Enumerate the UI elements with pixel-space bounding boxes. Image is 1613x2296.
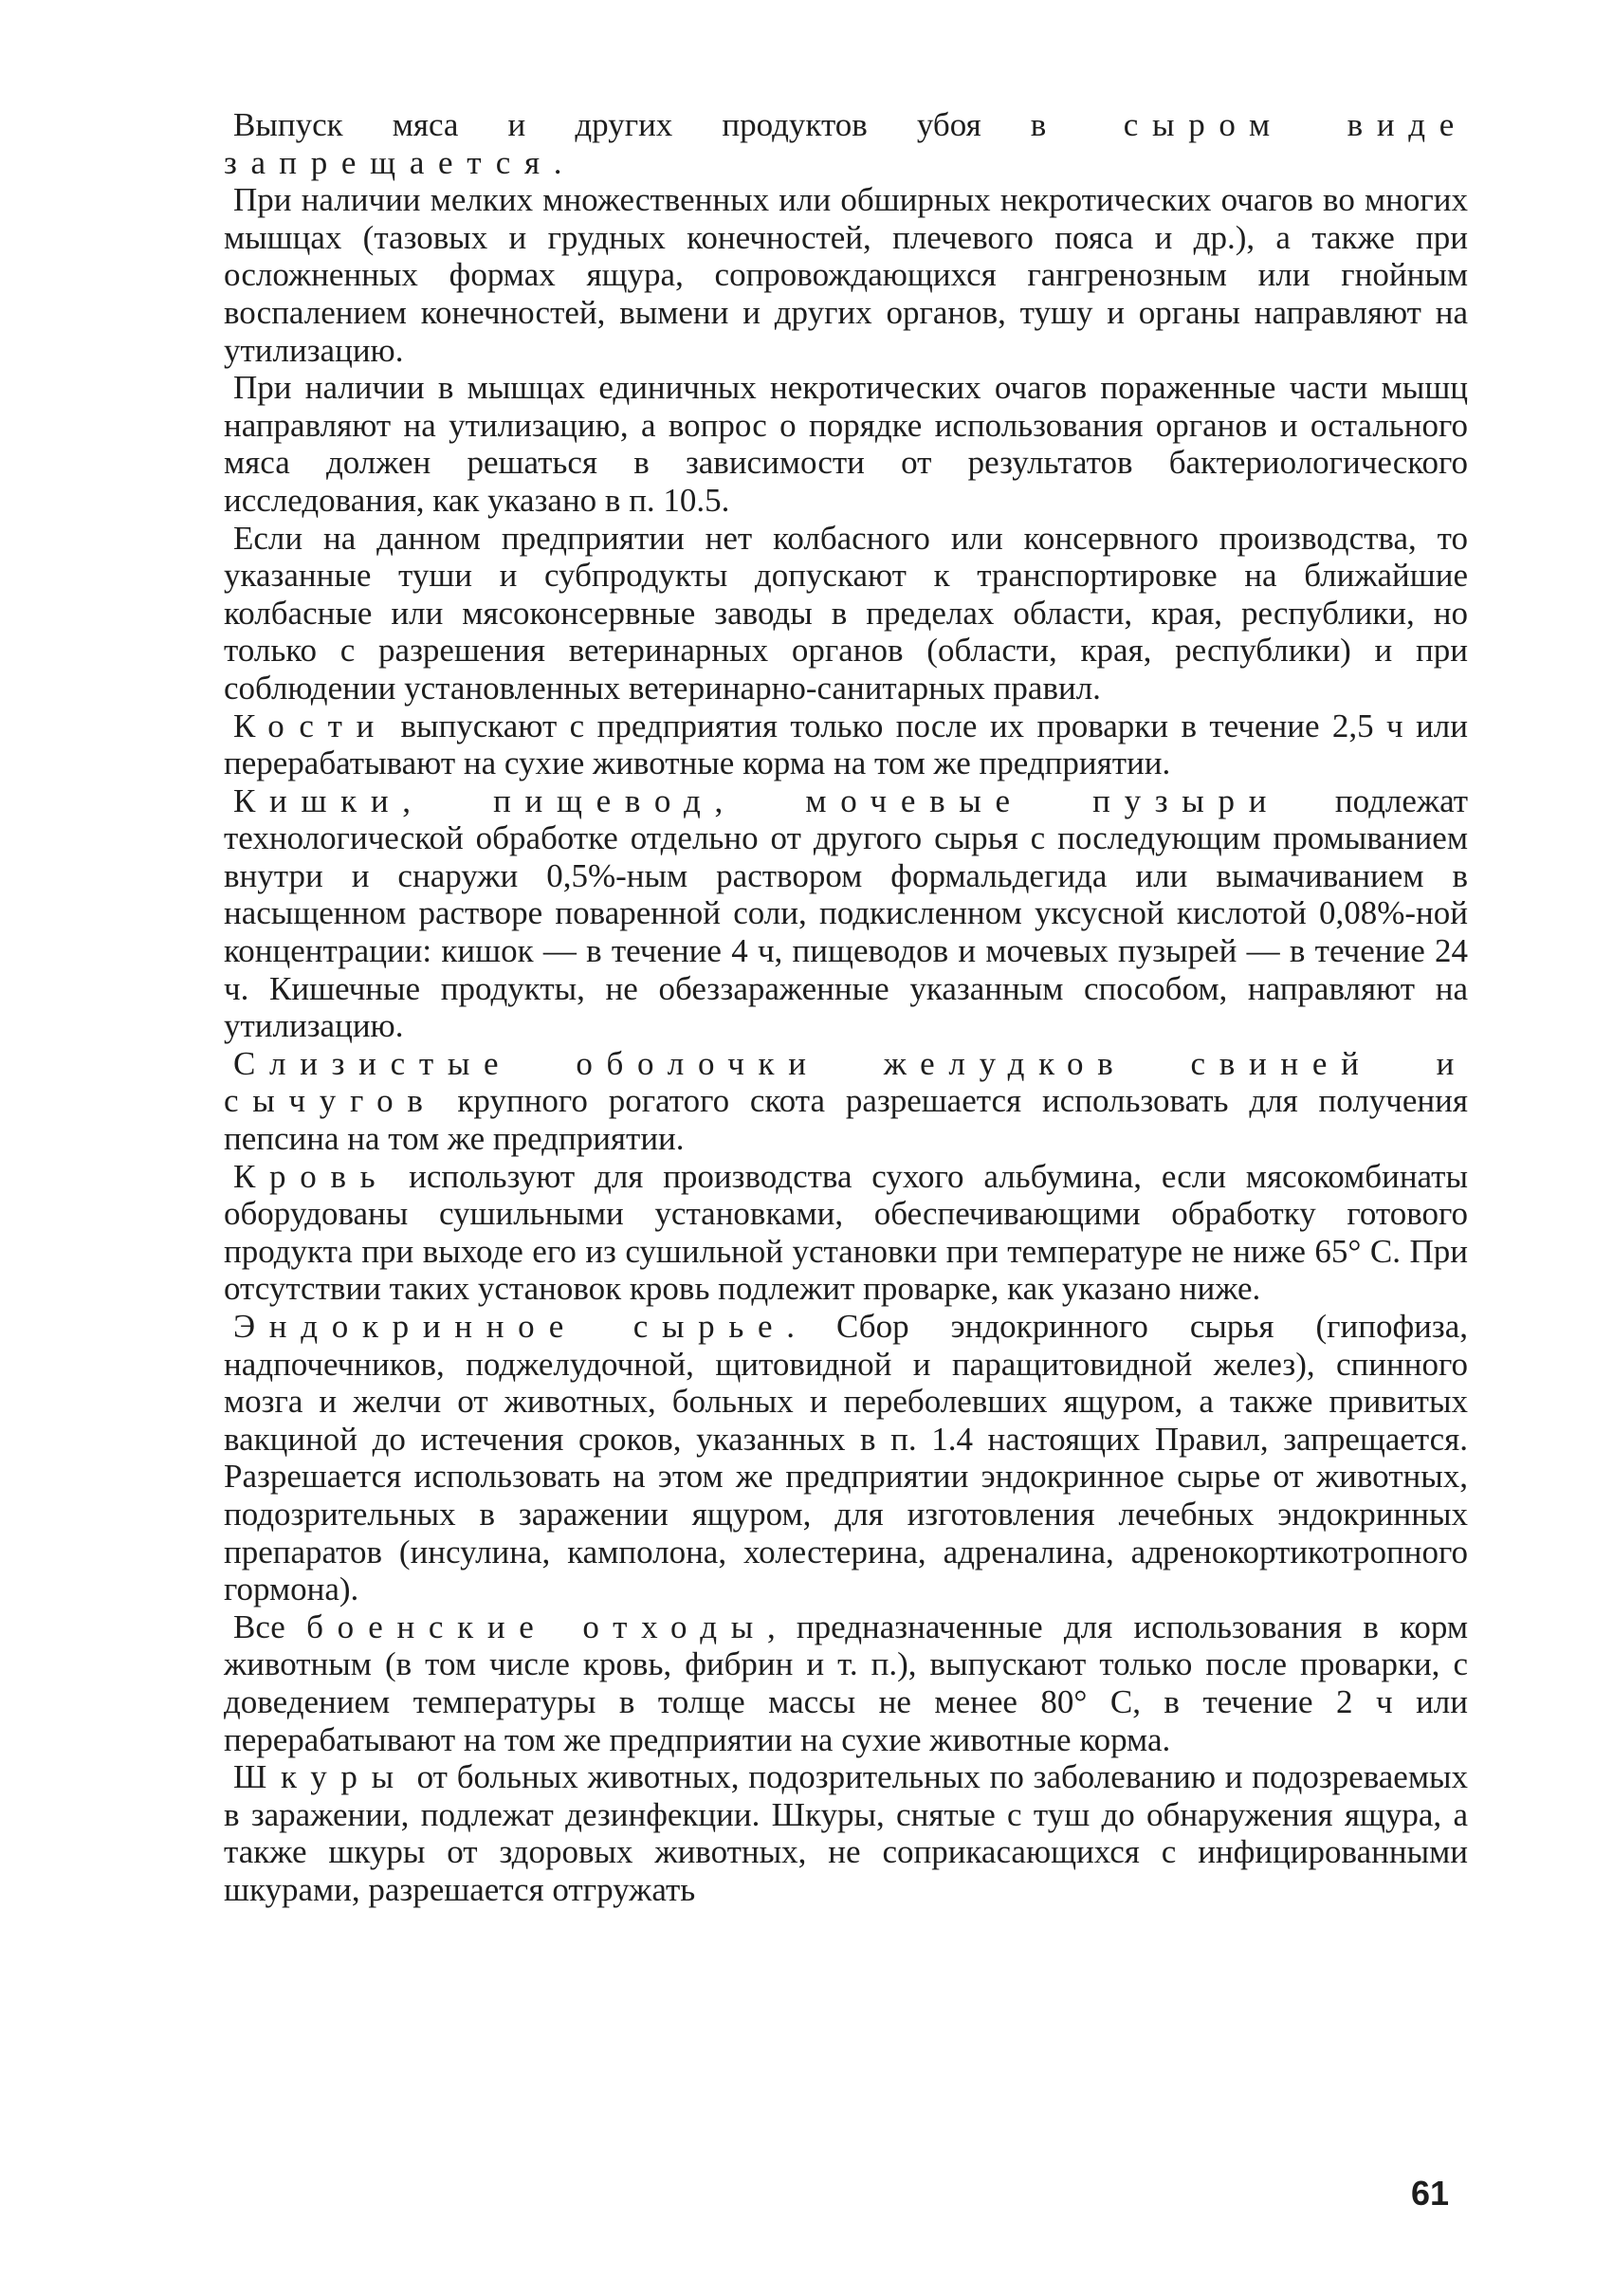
emphasized-text: в сыром виде запрещается: [224, 106, 1468, 181]
paragraph-text: .: [553, 143, 562, 181]
emphasized-term: Шкуры: [233, 1758, 408, 1796]
emphasized-term: Кишки, пищевод, мочевые пузыри: [233, 781, 1281, 819]
paragraph-text: При наличии в мышцах единичных некротических очагов пораженные части мышц направляют на утилизацию, а вопрос о порядке использования органов и остального мяса должен решаться в зависимости от результатов бактериологического исследования, как указано в п. 10.5.: [224, 369, 1468, 519]
paragraph: [224, 1045, 1468, 1158]
paragraph-text: При наличии мелких множественных или обширных некротических очагов во многих мышцах (тазовых и грудных конечностей, плечевого пояса и др.), а также при осложненных формах ящура, сопровождающихся гангренозным или гнойным воспалением конечностей, вымени и других органов, тушу и органы направляют на утилизацию.: [224, 181, 1468, 369]
paragraph-text: Все: [233, 1607, 307, 1645]
emphasized-term: Эндокринное сырье: [233, 1308, 787, 1345]
paragraph: [224, 1308, 1468, 1608]
emphasized-term: боенские отходы: [306, 1607, 767, 1645]
emphasized-term: Кровь: [233, 1157, 390, 1195]
paragraph-text: Если на данном предприятии нет колбасного или консервного производства, то указанные туши и субпродукты допускают к транспортировке на ближайшие колбасные или мясоконсервные заводы в пределах области, края, республики, но только с разрешения ветеринарных органов (области, края, республики) и при соблюдении установленных ветеринарно-санитарных правил.: [224, 519, 1468, 707]
paragraph-text: подлежат технологической обработке отдельно от другого сырья с последующим промыванием внутри и снаружи 0,5%-ным раствором формальдегида или вымачиванием в насыщенном растворе поваренной соли, подкисленном уксусной кислотой 0,08%-ной концентрации: кишок — в течение 4 ч, пищеводов и мочевых пузырей — в течение 24 ч. Кишечные продукты, не обеззараженные указанным способом, направляют на утилизацию.: [224, 781, 1468, 1045]
paragraph-text: . Сбор эндокринного сырья (гипофиза, надпочечников, поджелудочной, щитовидной и паращитовидной желез), спинного мозга и желчи от животных, больных и переболевших ящуром, а также привитых вакциной до истечения сроков, указанных в п. 1.4 настоящих Правил, запрещается. Разрешается использовать на этом же предприятии эндокринное сырье от животных, подозрительных в заражении ящуром, для изготовления лечебных эндокринных препаратов (инсулина, камполона, холестерина, адреналина, адренокортикотропного гормона).: [224, 1308, 1468, 1608]
paragraph: [224, 106, 1468, 181]
emphasized-term: Слизистые оболочки желудков свиней и сычугов: [224, 1044, 1468, 1120]
page-number: 61: [1411, 2174, 1450, 2213]
paragraph: [224, 369, 1468, 519]
paragraph: [224, 1158, 1468, 1308]
paragraph: [224, 782, 1468, 1045]
paragraph-text: используют для производства сухого альбумина, если мясокомбинаты оборудованы сушильными установками, обеспечивающими обработку готового продукта при выходе его из сушильной установки при температуре не ниже 65° С. При отсутствии таких установок кровь подлежит проварке, как указано ниже.: [224, 1157, 1468, 1308]
paragraph-text: крупного рогатого скота разрешается использовать для получения пепсина на том же предприятии.: [224, 1082, 1468, 1158]
document-body: [224, 106, 1468, 1909]
paragraph-text: выпускают с предприятия только после их проварки в течение 2,5 ч или перерабатывают на сухие животные корма на том же предприятии.: [224, 707, 1468, 782]
emphasized-term: Кости: [233, 707, 389, 744]
paragraph: [224, 181, 1468, 369]
paragraph: [224, 1608, 1468, 1758]
paragraph: [224, 707, 1468, 782]
paragraph: [224, 520, 1468, 707]
paragraph-text: , предназначенные для использования в корм животным (в том числе кровь, фибрин и т. п.), выпускают только после проварки, с доведением температуры в толще массы не менее 80° С, в течение 2 ч или перерабатывают на том же предприятии на сухие животные корма.: [224, 1607, 1469, 1758]
paragraph-text: от больных животных, подозрительных по заболеванию и подозреваемых в заражении, подлежат дезинфекции. Шкуры, снятые с туш до обнаружения ящура, а также шкуры от здоровых животных, не соприкасающихся с инфицированными шкурами, разрешается отгружать: [224, 1758, 1468, 1908]
paragraph-text: Выпуск мяса и других продуктов убоя: [233, 106, 1031, 143]
paragraph: [224, 1758, 1468, 1908]
